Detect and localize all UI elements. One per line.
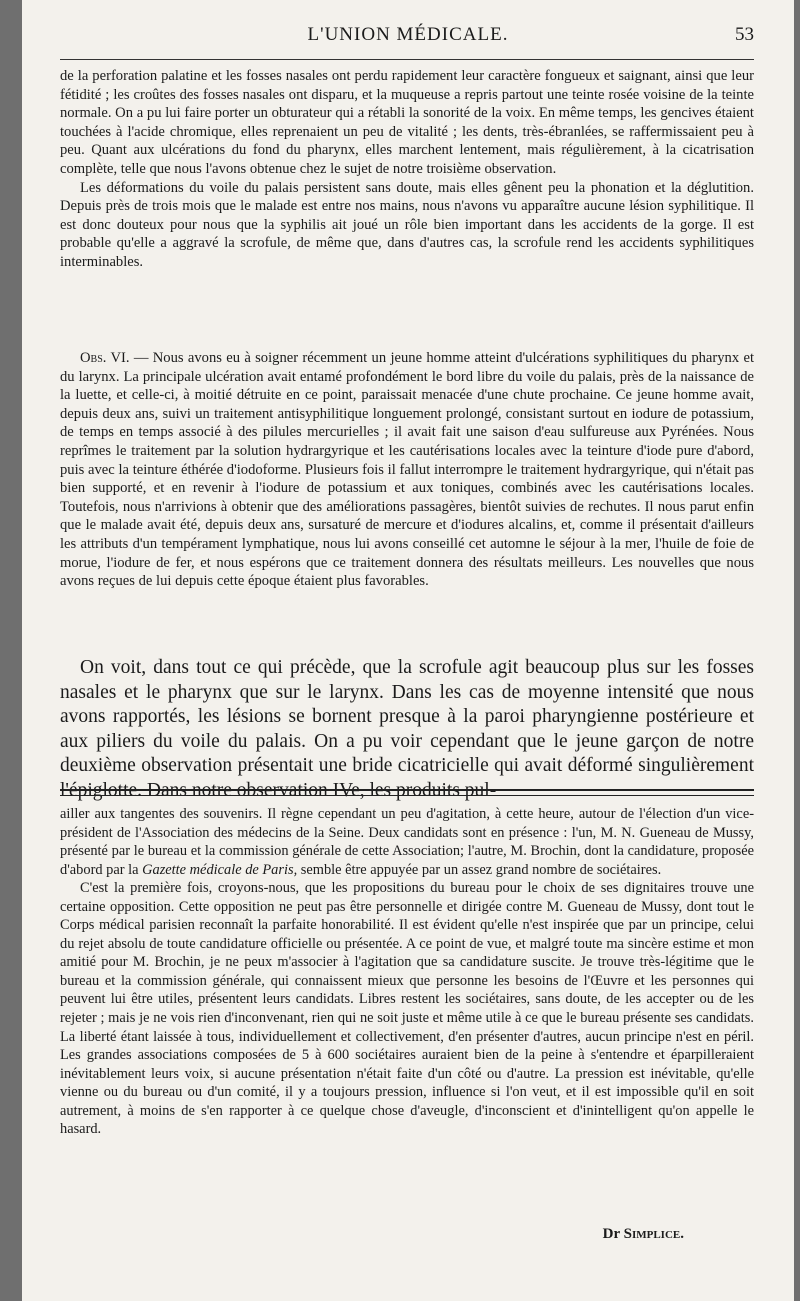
feuilleton-text-b: semble être appuyée par un assez grand nombre de sociétaires. — [297, 861, 662, 878]
conclusion-paragraph — [60, 656, 754, 803]
observation-six — [60, 349, 754, 591]
feuilleton-paragraph-1 — [60, 805, 754, 879]
journal-title: Gazette médicale de Paris, — [142, 861, 298, 878]
observation-label: Obs. VI. — [80, 350, 130, 366]
running-title: L'UNION MÉDICALE. — [307, 24, 509, 45]
page-number: 53 — [735, 24, 754, 45]
feuilleton-separator — [60, 789, 754, 796]
header-rule — [60, 59, 754, 60]
author-signature — [603, 1226, 684, 1243]
feuilleton-column — [60, 805, 754, 1139]
feuilleton-paragraph-2: C'est la première fois, croyons-nous, que les propositions du bureau pour le choix de ses dignitaires trouve une certaine opposition. Cette opposition ne peut pas être personnelle et dirigée contre M. Gueneau de Mussy, dont tout le Corps médical parisien reconnaît la parfaite honorabilité. Il est évident qu'elle n'est inspirée que par un principe, celui du rejet absolu de toute candidature officielle ou présentée. A ce point de vue, et malgré toute ma sincère estime et mon amitié pour M. Brochin, je ne peux m'associer à l'agitation que sa candidature suscite. Je trouve très-légitime que le bureau et la commission générale, qui connaissent mieux que personne les besoins de l'Œuvre et les personnes qui peuvent lui être utiles, présentent leurs candidats. Libres restent les sociétaires, sans doute, de les accepter ou de les rejeter ; mais je ne vois rien d'inconvenant, rien qui ne soit juste et même utile à ce que le bureau présente ses candidats. La liberté étant laissée à tous, individuellement et collectivement, d'en présenter d'autres, aucun principe n'est en péril. Les grandes associations composées de 5 à 600 sociétaires auraient bien de la peine à s'entendre et éparpilleraient inévitablement leurs voix, si aucune présentation n'était faite d'un côté ou d'autre. La pression est inévitable, qu'elle vienne ou du bureau ou d'un comité, il y a toujours pression, influence si l'on veut, et il est impossible qu'il en soit autrement, à moins de s'en rapporter à ce quelque chose d'aveugle, d'inconscient et d'inintelligent qu'on appelle le hasard. — [60, 880, 754, 1138]
article-continuation — [60, 67, 754, 272]
signature-prefix: Dr — [602, 1226, 620, 1242]
signature-name: Simplice. — [623, 1226, 684, 1242]
observation-text: — Nous avons eu à soigner récemment un jeune homme atteint d'ulcérations syphilitiques du pharynx et du larynx. La principale ulcération avait entamé profondément le bord libre du voile du palais, près de la naissance de la luette, et celle-ci, à moitié détruite en ce point, paraissait menacée d'une chute prochaine. Ce jeune homme avait, depuis deux ans, suivi un traitement antisyphilitique longuement prolongé, consistant surtout en iodure de potassium, de temps en temps associé à des pilules mercurielles ; il avait fait une saison d'eau sulfureuse aux Pyrénées. Nous reprîmes le traitement par la solution hydrargyrique et les cautérisations locales avec la teinture d'iode pure d'abord, puis avec la teinture éthérée d'iodoforme. Plusieurs fois il fallut interrompre le traitement hydrargyrique, qui n'était pas bien supporté, et en revenir à l'iodure de potassium et aux toniques, combinés avec les cautérisations locales. Toutefois, nous n'arrivions à obtenir que des améliorations passagères, bientôt suivies de rechutes. Il nous parut enfin que le malade avait été, depuis deux ans, sursaturé de mercure et d'iodures alcalins, et, comme il présentait d'ailleurs les attributs d'un tempérament lymphatique, nous lui avons conseillé cet automne le séjour à la mer, l'huile de foie de morue, l'iodure de fer, et nous espérons que ce traitement donnera des résultats meilleurs. Les nouvelles que nous avons reçues de lui depuis cette époque étaient plus favorables. — [60, 350, 754, 590]
paragraph-perforation: de la perforation palatine et les fosses nasales ont perdu rapidement leur caractère fongueux et saignant, ainsi que leur fétidité ; les croûtes des fosses nasales ont disparu, et la muqueuse a repris partout une teinte rosée voisine de la teinte normale. On a pu lui faire porter un obturateur qui a rétabli la sonorité de la voix. En même temps, les gencives étaient touchées à l'acide chromique, elles reprenaient un peu de vitalité ; les dents, très-ébranlées, se raffermissaient peu à peu. Quant aux ulcérations du fond du pharynx, elles marchent lentement, mais régulièrement, à la cicatrisation complète, telle que nous l'avons obtenue chez le sujet de notre troisième observation. — [60, 68, 754, 177]
page-header — [62, 24, 754, 54]
paragraph-deformations: Les déformations du voile du palais persistent sans doute, mais elles gênent peu la phonation et la déglutition. Depuis près de trois mois que le malade est entre nos mains, nous n'avons vu apparaître aucune lésion syphilitique. Il est donc douteux pour nous que la syphilis ait joué un rôle bien important dans les accidents de la gorge. Il est probable qu'elle a aggravé la scrofule, de même que, dans d'autres cas, la scrofule rend les accidents syphilitiques interminables. — [60, 179, 754, 270]
conclusion-text: On voit, dans tout ce qui précède, que la scrofule agit beaucoup plus sur les fosses nasales et le pharynx que sur le larynx. Dans les cas de moyenne intensité que nous avons rapportés, les lésions se bornent presque à la paroi pharyngienne postérieure et aux piliers du voile du palais. On a pu voir cependant que le jeune garçon de notre deuxième observation présentait une bride cicatricielle qui avait déformé singulièrement l'épiglotte. Dans notre observation IVe, les produits pul- — [60, 657, 754, 801]
newspaper-page — [22, 0, 794, 1301]
feuilleton-text-a: ailler aux tangentes des souvenirs. Il règne cependant un peu d'agitation, à cette heure, autour de l'élection d'un vice-président de l'Association des médecins de la Seine. Deux candidats sont en présence : l'un, M. N. Gueneau de Mussy, présenté par le bureau et la commission générale de cette Association; l'autre, M. Brochin, dont la candidature, proposée d'abord par la — [60, 806, 754, 878]
